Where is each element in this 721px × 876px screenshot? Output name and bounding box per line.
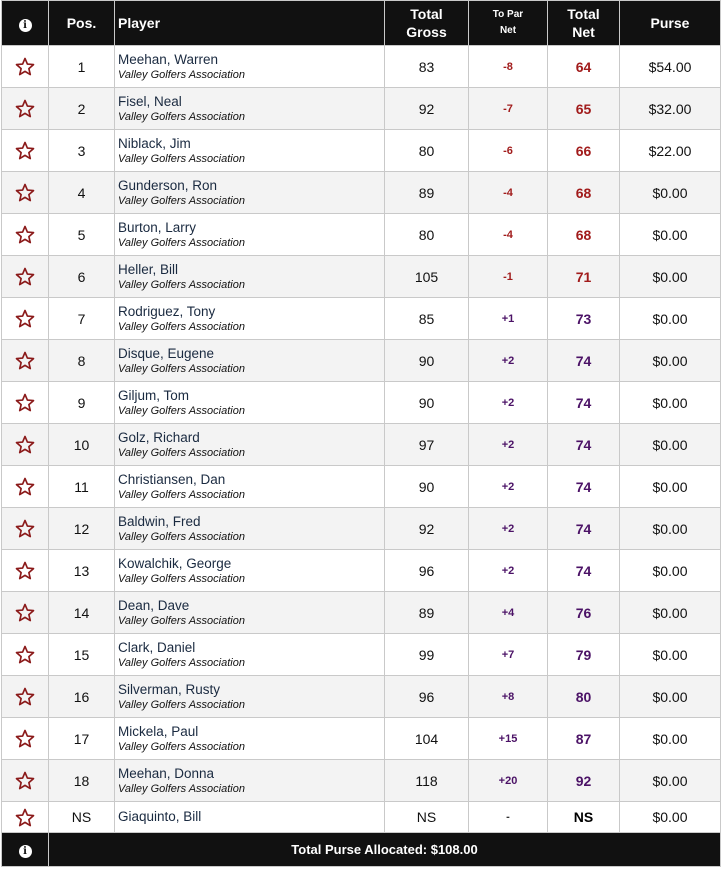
position-cell: 6 (49, 256, 115, 298)
to-par-net-cell: - (469, 802, 548, 833)
purse-cell: $0.00 (620, 340, 721, 382)
player-name[interactable]: Silverman, Rusty (118, 681, 221, 697)
player-cell[interactable] (115, 424, 385, 466)
purse-cell: $0.00 (620, 214, 721, 256)
to-par-net-cell: -4 (469, 214, 548, 256)
to-par-net-cell: +2 (469, 466, 548, 508)
position-cell: 13 (49, 550, 115, 592)
header-info-cell[interactable] (2, 1, 49, 46)
star-icon[interactable] (2, 645, 48, 664)
position-cell: 7 (49, 298, 115, 340)
player-cell[interactable] (115, 466, 385, 508)
position-cell: 18 (49, 760, 115, 802)
purse-cell: $0.00 (620, 634, 721, 676)
leaderboard-row[interactable] (2, 508, 721, 550)
purse-cell: $0.00 (620, 298, 721, 340)
header-total-gross-line2: Gross (406, 24, 447, 40)
total-gross-cell: NS (385, 802, 469, 833)
total-net-cell: 65 (548, 88, 620, 130)
position-cell: 10 (49, 424, 115, 466)
leaderboard-row[interactable] (2, 424, 721, 466)
total-gross-cell: 80 (385, 130, 469, 172)
leaderboard-row[interactable] (2, 130, 721, 172)
position-cell: 16 (49, 676, 115, 718)
total-gross-cell: 97 (385, 424, 469, 466)
player-cell[interactable] (115, 256, 385, 298)
player-name[interactable]: Baldwin, Fred (118, 513, 201, 529)
leaderboard-row[interactable] (2, 550, 721, 592)
player-name[interactable]: Niblack, Jim (118, 135, 191, 151)
player-club: Valley Golfers Association (118, 572, 245, 585)
leaderboard-row[interactable] (2, 466, 721, 508)
star-icon[interactable] (2, 771, 48, 790)
total-net-cell: 74 (548, 508, 620, 550)
favorite-cell[interactable] (2, 676, 49, 718)
purse-cell: $0.00 (620, 424, 721, 466)
player-name[interactable]: Christiansen, Dan (118, 471, 226, 487)
player-name[interactable]: Kowalchik, George (118, 555, 232, 571)
purse-cell: $0.00 (620, 256, 721, 298)
leaderboard-row[interactable] (2, 592, 721, 634)
total-net-cell: 73 (548, 298, 620, 340)
position-cell: 8 (49, 340, 115, 382)
leaderboard-row[interactable] (2, 46, 721, 88)
player-cell[interactable] (115, 130, 385, 172)
position-cell: 1 (49, 46, 115, 88)
to-par-net-cell: +2 (469, 382, 548, 424)
total-net-cell: 74 (548, 382, 620, 424)
total-net-cell: 80 (548, 676, 620, 718)
total-net-cell: 79 (548, 634, 620, 676)
player-name[interactable]: Giljum, Tom (118, 387, 190, 403)
player-name[interactable]: Fisel, Neal (118, 93, 182, 109)
to-par-net-cell: -6 (469, 130, 548, 172)
leaderboard-footer (2, 833, 721, 867)
purse-cell: $22.00 (620, 130, 721, 172)
favorite-cell[interactable] (2, 760, 49, 802)
leaderboard-row[interactable] (2, 634, 721, 676)
star-icon[interactable] (2, 561, 48, 580)
favorite-cell[interactable] (2, 256, 49, 298)
leaderboard-table (1, 0, 721, 867)
total-net-cell: 74 (548, 424, 620, 466)
position-cell: 3 (49, 130, 115, 172)
total-net-cell: 74 (548, 466, 620, 508)
player-name[interactable]: Meehan, Warren (118, 51, 219, 67)
player-club: Valley Golfers Association (118, 404, 245, 417)
to-par-net-cell: +2 (469, 340, 548, 382)
player-name[interactable]: Golz, Richard (118, 429, 200, 445)
header-pos[interactable]: Pos. (49, 1, 115, 46)
star-icon[interactable] (2, 141, 48, 160)
player-cell[interactable] (115, 172, 385, 214)
purse-cell: $32.00 (620, 88, 721, 130)
total-gross-cell: 99 (385, 634, 469, 676)
player-cell[interactable] (115, 298, 385, 340)
total-gross-cell: 85 (385, 298, 469, 340)
favorite-cell[interactable] (2, 340, 49, 382)
header-total-net[interactable] (548, 1, 620, 46)
total-gross-cell: 89 (385, 172, 469, 214)
position-cell: 12 (49, 508, 115, 550)
player-name[interactable]: Giaquinto, Bill (118, 809, 202, 824)
purse-cell: $0.00 (620, 508, 721, 550)
favorite-cell[interactable] (2, 592, 49, 634)
player-cell[interactable] (115, 46, 385, 88)
star-icon[interactable] (2, 393, 48, 412)
total-net-cell: 74 (548, 550, 620, 592)
player-club: Valley Golfers Association (118, 236, 245, 249)
position-cell: 15 (49, 634, 115, 676)
player-club: Valley Golfers Association (118, 488, 245, 501)
to-par-net-cell: +2 (469, 424, 548, 466)
star-icon[interactable] (2, 477, 48, 496)
leaderboard-row[interactable] (2, 676, 721, 718)
player-cell[interactable] (115, 550, 385, 592)
header-to-par-line2: Net (499, 25, 517, 36)
total-purse-label: Total Purse Allocated: $108.00 (49, 833, 721, 867)
player-club: Valley Golfers Association (118, 194, 245, 207)
player-club: Valley Golfers Association (118, 446, 245, 459)
header-purse[interactable]: Purse (620, 1, 721, 46)
total-net-cell: 74 (548, 340, 620, 382)
star-icon[interactable] (2, 225, 48, 244)
total-net-cell: NS (548, 802, 620, 833)
favorite-cell[interactable] (2, 508, 49, 550)
player-club: Valley Golfers Association (118, 68, 245, 81)
purse-cell: $0.00 (620, 676, 721, 718)
purse-cell: $0.00 (620, 802, 721, 833)
player-name[interactable]: Meehan, Donna (118, 765, 215, 781)
purse-cell: $0.00 (620, 382, 721, 424)
to-par-net-cell: -1 (469, 256, 548, 298)
favorite-cell[interactable] (2, 214, 49, 256)
favorite-cell[interactable] (2, 466, 49, 508)
to-par-net-cell: -8 (469, 46, 548, 88)
favorite-cell[interactable] (2, 634, 49, 676)
player-cell[interactable] (115, 718, 385, 760)
leaderboard-row[interactable] (2, 802, 721, 833)
player-cell[interactable] (115, 214, 385, 256)
player-cell[interactable] (115, 382, 385, 424)
leaderboard-row[interactable] (2, 718, 721, 760)
leaderboard-row[interactable] (2, 382, 721, 424)
favorite-cell[interactable] (2, 718, 49, 760)
info-icon[interactable]: i (19, 19, 32, 32)
player-club: Valley Golfers Association (118, 320, 245, 333)
purse-cell: $0.00 (620, 466, 721, 508)
total-gross-cell: 90 (385, 382, 469, 424)
player-club: Valley Golfers Association (118, 530, 245, 543)
player-cell[interactable] (115, 802, 385, 833)
favorite-cell[interactable] (2, 550, 49, 592)
total-net-cell: 92 (548, 760, 620, 802)
favorite-cell[interactable] (2, 382, 49, 424)
header-player[interactable]: Player (115, 1, 385, 46)
player-club: Valley Golfers Association (118, 614, 245, 627)
player-club: Valley Golfers Association (118, 782, 245, 795)
leaderboard-row[interactable] (2, 760, 721, 802)
favorite-cell[interactable] (2, 88, 49, 130)
total-gross-cell: 89 (385, 592, 469, 634)
to-par-net-cell: +7 (469, 634, 548, 676)
total-gross-cell: 96 (385, 676, 469, 718)
to-par-net-cell: +2 (469, 508, 548, 550)
header-total-net-line1: Total (567, 6, 600, 22)
total-net-cell: 87 (548, 718, 620, 760)
header-total-gross-line1: Total (410, 6, 443, 22)
player-name[interactable]: Dean, Dave (118, 597, 190, 613)
to-par-net-cell: -7 (469, 88, 548, 130)
favorite-cell[interactable] (2, 424, 49, 466)
player-club: Valley Golfers Association (118, 362, 245, 375)
total-gross-cell: 90 (385, 340, 469, 382)
total-net-cell: 71 (548, 256, 620, 298)
star-icon[interactable] (2, 351, 48, 370)
star-icon[interactable] (2, 57, 48, 76)
total-net-cell: 76 (548, 592, 620, 634)
total-net-cell: 66 (548, 130, 620, 172)
player-cell[interactable] (115, 508, 385, 550)
total-gross-cell: 104 (385, 718, 469, 760)
header-total-gross[interactable] (385, 1, 469, 46)
star-icon[interactable] (2, 435, 48, 454)
star-icon[interactable] (2, 687, 48, 706)
to-par-net-cell: +1 (469, 298, 548, 340)
player-cell[interactable] (115, 676, 385, 718)
star-icon[interactable] (2, 603, 48, 622)
player-name[interactable]: Clark, Daniel (118, 639, 196, 655)
total-net-cell: 68 (548, 214, 620, 256)
to-par-net-cell: +15 (469, 718, 548, 760)
header-to-par-line1: To Par (492, 9, 524, 20)
position-cell: NS (49, 802, 115, 833)
to-par-net-cell: +8 (469, 676, 548, 718)
player-club: Valley Golfers Association (118, 278, 245, 291)
position-cell: 5 (49, 214, 115, 256)
total-gross-cell: 118 (385, 760, 469, 802)
leaderboard-row[interactable] (2, 256, 721, 298)
to-par-net-cell: +4 (469, 592, 548, 634)
total-net-cell: 68 (548, 172, 620, 214)
player-club: Valley Golfers Association (118, 656, 245, 669)
player-name[interactable]: Burton, Larry (118, 219, 197, 235)
player-club: Valley Golfers Association (118, 110, 245, 123)
player-club: Valley Golfers Association (118, 152, 245, 165)
total-gross-cell: 105 (385, 256, 469, 298)
total-gross-cell: 92 (385, 508, 469, 550)
purse-cell: $0.00 (620, 592, 721, 634)
position-cell: 14 (49, 592, 115, 634)
player-club: Valley Golfers Association (118, 698, 245, 711)
favorite-cell[interactable] (2, 172, 49, 214)
info-icon[interactable]: i (19, 845, 32, 858)
player-name[interactable]: Heller, Bill (118, 261, 179, 277)
player-cell[interactable] (115, 88, 385, 130)
header-to-par-net[interactable] (469, 1, 548, 46)
star-icon[interactable] (2, 267, 48, 286)
star-icon[interactable] (2, 309, 48, 328)
player-cell[interactable] (115, 634, 385, 676)
leaderboard-header (2, 1, 721, 46)
total-gross-cell: 92 (385, 88, 469, 130)
position-cell: 11 (49, 466, 115, 508)
leaderboard-row[interactable] (2, 298, 721, 340)
leaderboard-row[interactable] (2, 172, 721, 214)
leaderboard-row[interactable] (2, 214, 721, 256)
favorite-cell[interactable] (2, 46, 49, 88)
to-par-net-cell: +20 (469, 760, 548, 802)
position-cell: 17 (49, 718, 115, 760)
player-cell[interactable] (115, 340, 385, 382)
purse-cell: $0.00 (620, 718, 721, 760)
star-icon[interactable] (2, 99, 48, 118)
total-gross-cell: 90 (385, 466, 469, 508)
player-cell[interactable] (115, 592, 385, 634)
header-total-net-line2: Net (572, 24, 595, 40)
player-name[interactable]: Rodriguez, Tony (118, 303, 216, 319)
player-cell[interactable] (115, 760, 385, 802)
star-icon[interactable] (2, 808, 48, 827)
leaderboard-body (2, 46, 721, 833)
purse-cell: $0.00 (620, 760, 721, 802)
purse-cell: $0.00 (620, 550, 721, 592)
leaderboard-row[interactable] (2, 88, 721, 130)
to-par-net-cell: -4 (469, 172, 548, 214)
star-icon[interactable] (2, 729, 48, 748)
player-club: Valley Golfers Association (118, 740, 245, 753)
total-gross-cell: 83 (385, 46, 469, 88)
star-icon[interactable] (2, 183, 48, 202)
star-icon[interactable] (2, 519, 48, 538)
player-name[interactable]: Mickela, Paul (118, 723, 199, 739)
position-cell: 4 (49, 172, 115, 214)
favorite-cell[interactable] (2, 298, 49, 340)
footer-info-cell[interactable] (2, 833, 49, 867)
total-gross-cell: 80 (385, 214, 469, 256)
purse-cell: $54.00 (620, 46, 721, 88)
favorite-cell[interactable] (2, 802, 49, 833)
player-name[interactable]: Gunderson, Ron (118, 177, 218, 193)
purse-cell: $0.00 (620, 172, 721, 214)
total-gross-cell: 96 (385, 550, 469, 592)
to-par-net-cell: +2 (469, 550, 548, 592)
favorite-cell[interactable] (2, 130, 49, 172)
total-net-cell: 64 (548, 46, 620, 88)
player-name[interactable]: Disque, Eugene (118, 345, 215, 361)
position-cell: 9 (49, 382, 115, 424)
leaderboard-row[interactable] (2, 340, 721, 382)
position-cell: 2 (49, 88, 115, 130)
